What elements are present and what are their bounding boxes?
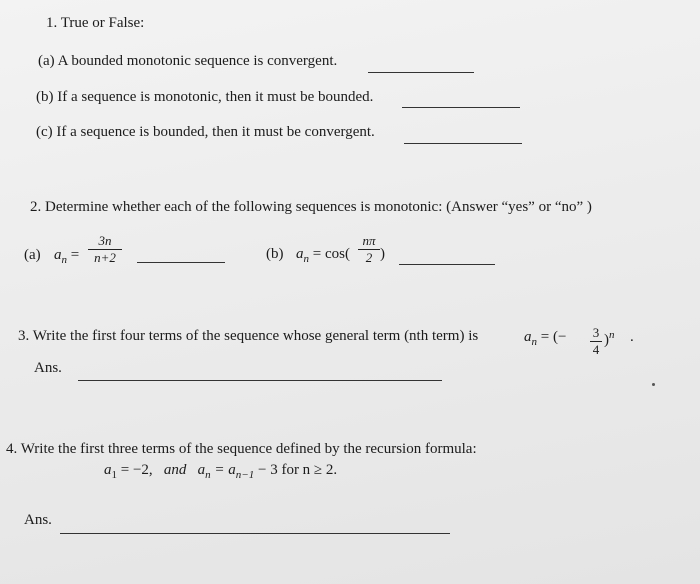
q1-c-answer-line[interactable]: [404, 143, 522, 144]
q3-fraction: [590, 326, 602, 357]
q2-b-label: (b): [266, 246, 284, 262]
paper-speck: [652, 383, 655, 386]
q2-a-label: (a): [24, 247, 41, 263]
q3-denominator: 4: [592, 342, 600, 357]
q3-formula: $a_n$ = (−: [524, 329, 567, 348]
q2-b-close-paren: ): [380, 246, 385, 262]
q3-period: .: [630, 329, 634, 345]
q4-answer-line[interactable]: [60, 533, 450, 534]
q2-a-numerator: 3n: [98, 233, 112, 248]
q2-a-fraction: [88, 234, 122, 265]
q2-heading: 2. Determine whether each of the following sequences is monotonic: (Answer “yes” or “no” ): [30, 199, 592, 215]
q2-b-fraction: [358, 234, 380, 265]
q1-c-text: (c) If a sequence is bounded, then it must be convergent.: [36, 124, 375, 140]
q3-close-paren: )$^n$: [604, 329, 615, 348]
q2-a-answer-line[interactable]: [137, 262, 225, 263]
q1-heading: 1. True or False:: [46, 15, 145, 31]
q4-formula: $a_1 = -2$, and $a_n = a_{n-1} - 3$ for n ≥ 2.: [104, 462, 338, 481]
q4-ans-label: Ans.: [24, 512, 52, 528]
q3-ans-label: Ans.: [34, 360, 62, 376]
q2-b-denominator: 2: [365, 250, 373, 265]
q3-answer-line[interactable]: [78, 380, 442, 381]
q2-b-formula: $a_n = \cos$(: [296, 246, 350, 265]
q1-b-text: (b) If a sequence is monotonic, then it must be bounded.: [36, 89, 374, 105]
q2-b-answer-line[interactable]: [399, 264, 495, 265]
q1-a-answer-line[interactable]: [368, 72, 474, 73]
q1-b-answer-line[interactable]: [402, 107, 520, 108]
q3-heading: 3. Write the first four terms of the sequence whose general term (nth term) is: [18, 328, 479, 344]
q2-a-formula: $a_n$ =: [54, 247, 80, 266]
q4-heading: 4. Write the first three terms of the sequence defined by the recursion formula:: [6, 441, 477, 457]
q3-numerator: 3: [592, 325, 600, 340]
q2-b-numerator: nπ: [362, 233, 376, 248]
q1-a-text: (a) A bounded monotonic sequence is convergent.: [38, 53, 338, 69]
q2-a-denominator: n+2: [94, 250, 116, 265]
